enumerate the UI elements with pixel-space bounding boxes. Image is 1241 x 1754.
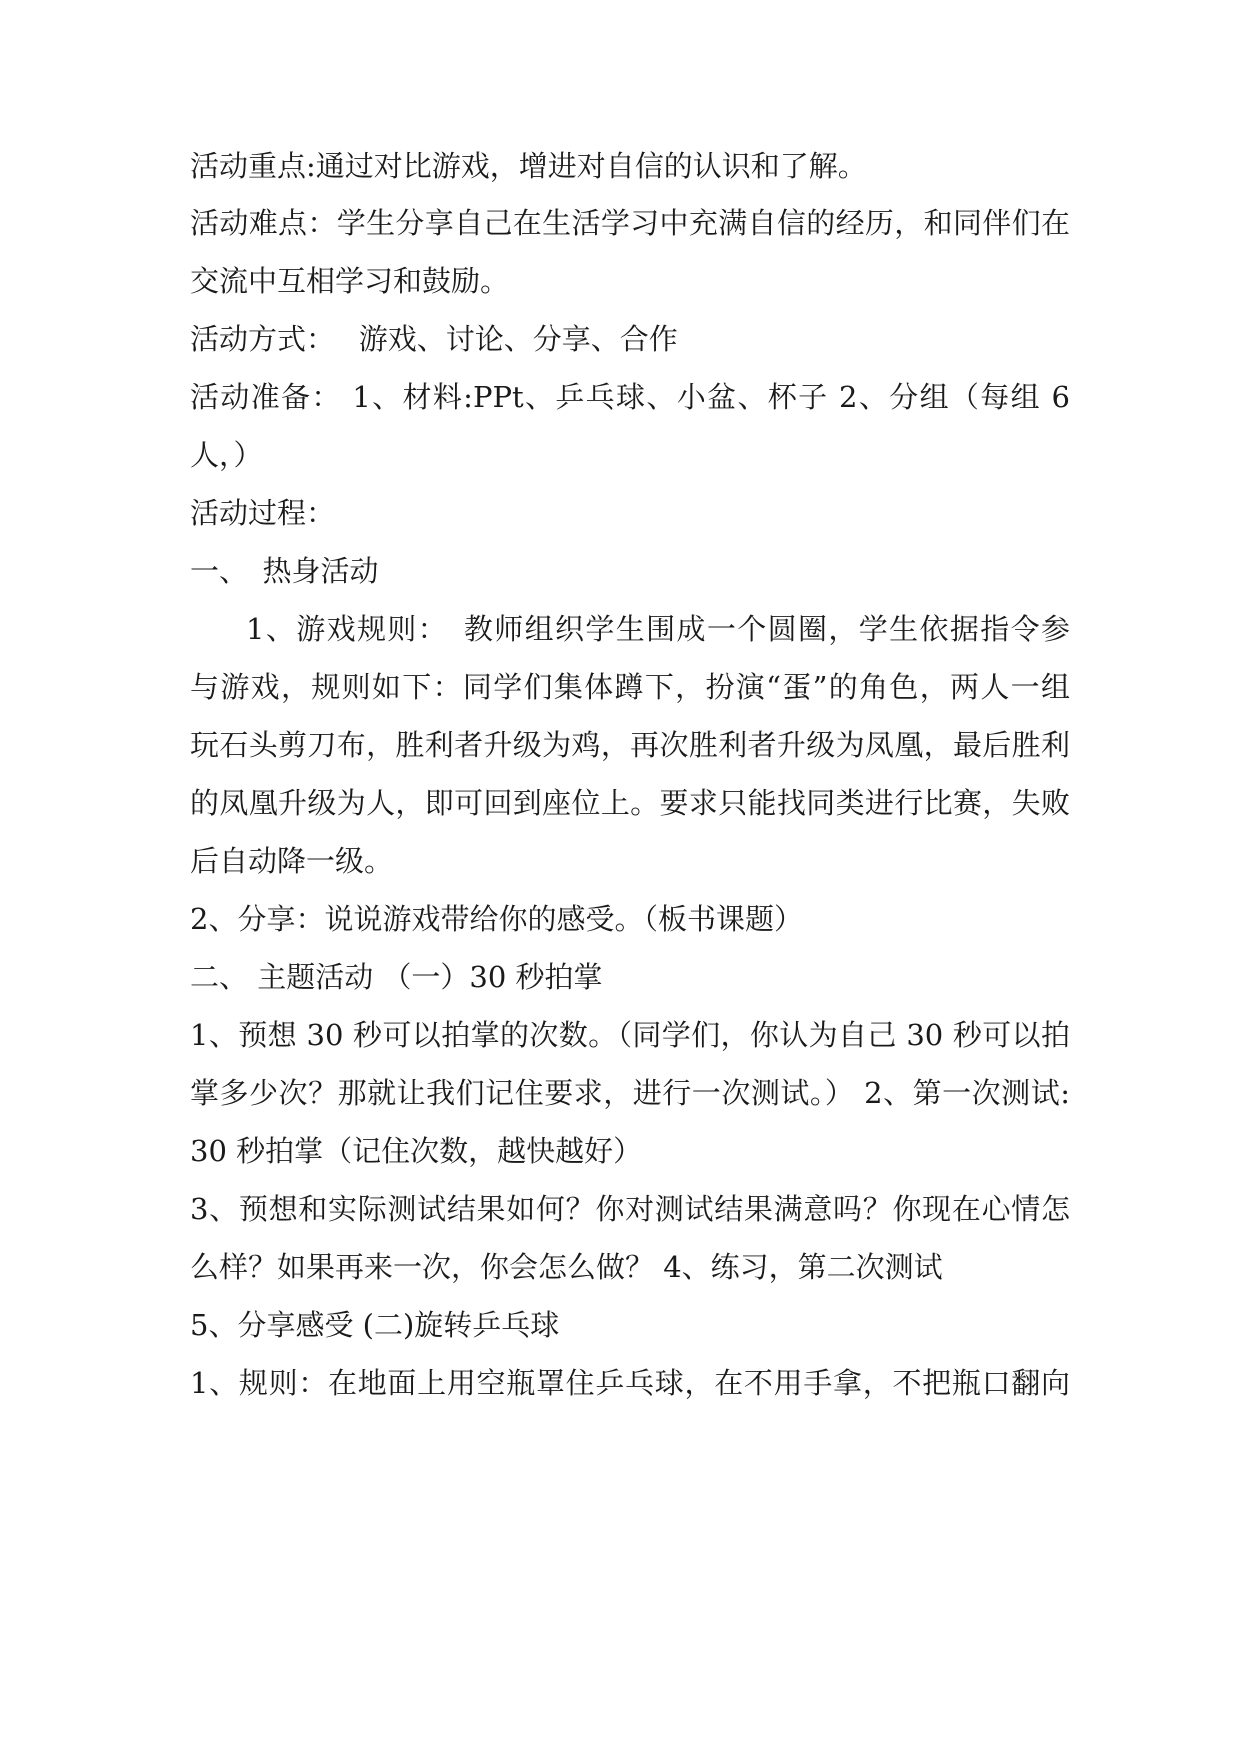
section-heading: 二、 主题活动 （一）30 秒拍掌 (190, 960, 603, 994)
section-heading: 一、 热身活动 (190, 554, 379, 588)
text-line: 玩石头剪刀布，胜利者升级为鸡，再次胜利者升级为凤凰，最后胜利 (190, 728, 1070, 762)
text-line: 30 秒拍掌（记住次数，越快越好） (190, 1134, 643, 1168)
text-line: 活动难点：学生分享自己在生活学习中充满自信的经历，和同伴们在 (190, 206, 1070, 240)
text-line: 5、分享感受 (二)旋转乒乓球 (190, 1308, 560, 1342)
text-line: 么样？如果再来一次，你会怎么做？ 4、练习，第二次测试 (190, 1250, 943, 1284)
text-line: 1、预想 30 秒可以拍掌的次数。（同学们，你认为自己 30 秒可以拍 (190, 1018, 1070, 1052)
text-line: 掌多少次？那就让我们记住要求，进行一次测试。） 2、第一次测试: (190, 1076, 1070, 1110)
text-line: 活动重点:通过对比游戏，增进对自信的认识和了解。 (190, 149, 867, 183)
text-line: 的凤凰升级为人，即可回到座位上。要求只能找同类进行比赛，失败 (190, 786, 1070, 820)
text-line: 活动准备： 1、材料:PPt、乒乓球、小盆、杯子 2、分组（每组 6 (190, 380, 1070, 414)
text-line: 活动方式： 游戏、讨论、分享、合作 (190, 322, 678, 356)
text-line: 1、游戏规则： 教师组织学生围成一个圆圈，学生依据指令参 (246, 612, 1070, 646)
text-line: 3、预想和实际测试结果如何？你对测试结果满意吗？你现在心情怎 (190, 1192, 1070, 1226)
text-line: 1、规则：在地面上用空瓶罩住乒乓球，在不用手拿，不把瓶口翻向 (190, 1366, 1070, 1400)
text-line: 2、分享：说说游戏带给你的感受。（板书课题） (190, 902, 803, 936)
text-line: 后自动降一级。 (190, 844, 394, 878)
text-line: 与游戏，规则如下：同学们集体蹲下，扮演“蛋”的角色，两人一组 (190, 670, 1070, 704)
text-line: 活动过程： (190, 496, 336, 530)
text-line: 人，） (190, 438, 263, 472)
text-line: 交流中互相学习和鼓励。 (190, 264, 510, 298)
